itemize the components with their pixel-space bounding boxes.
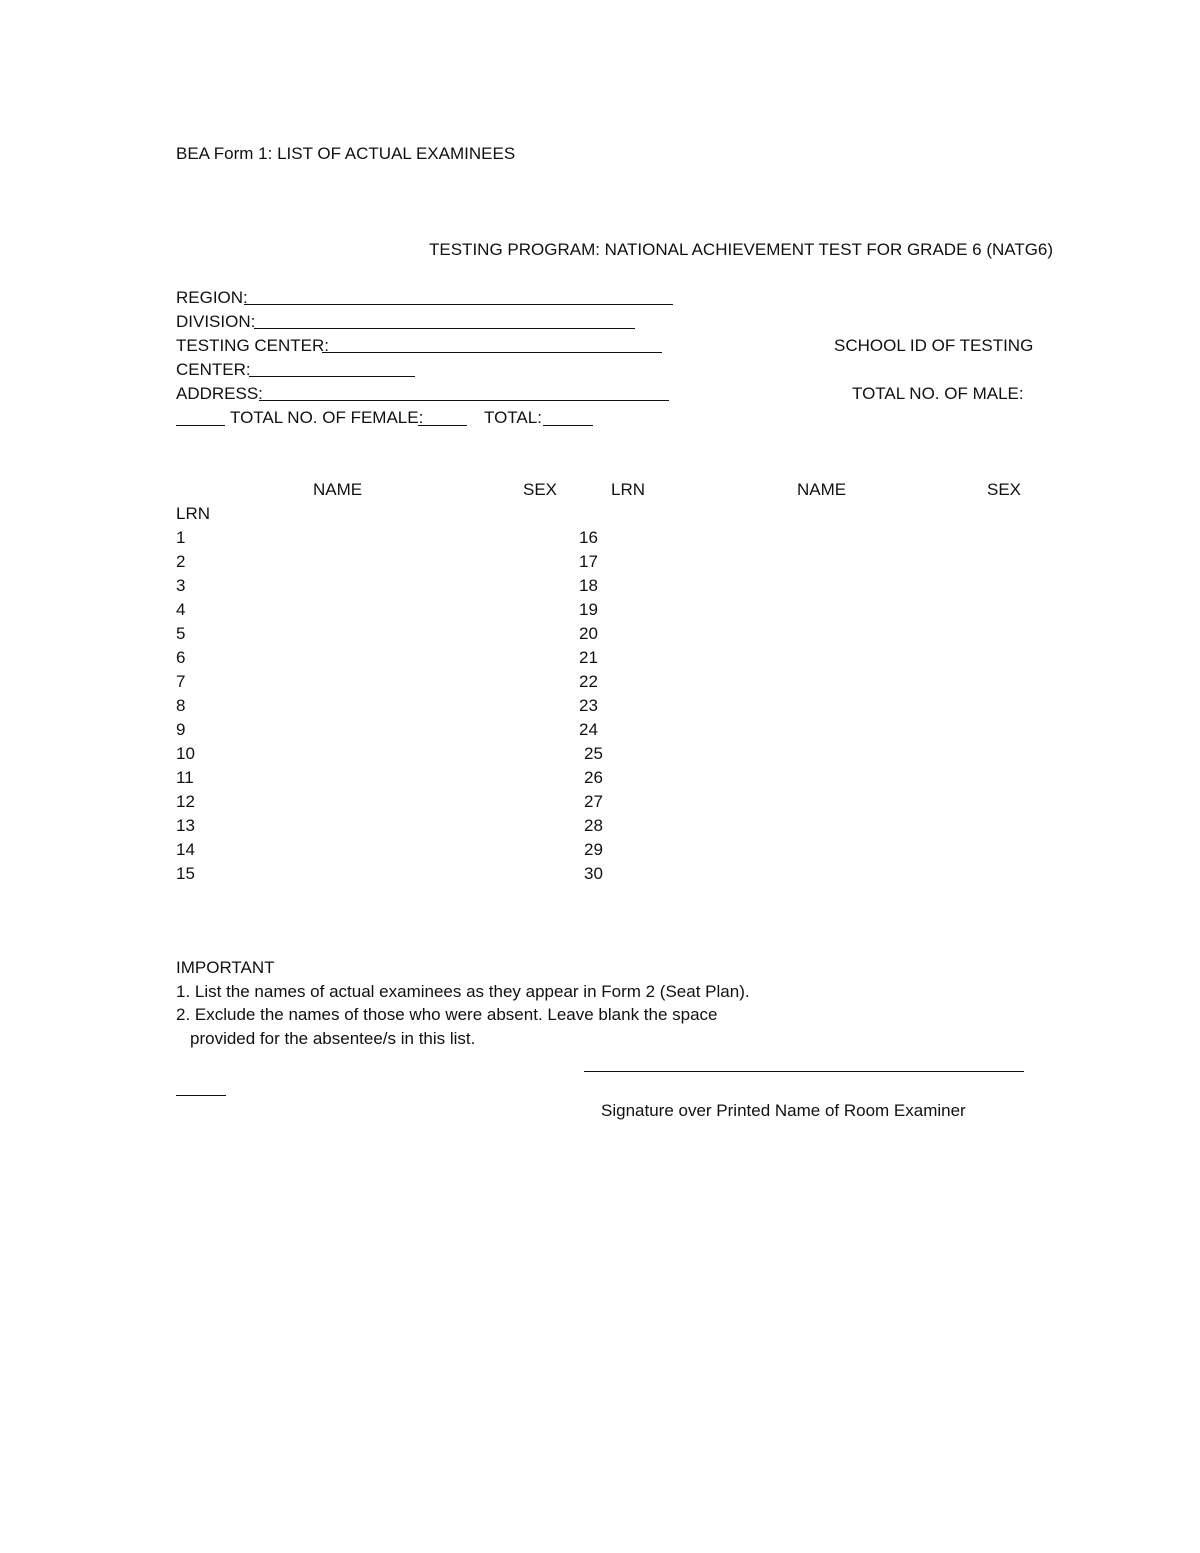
testing-program: TESTING PROGRAM: NATIONAL ACHIEVEMENT TEST FOR GRADE 6 (NATG6)	[429, 240, 1054, 259]
region-input-line[interactable]	[244, 304, 673, 305]
right-name-header: NAME	[797, 480, 847, 499]
total-female-input-line[interactable]	[418, 425, 467, 426]
left-name-header: NAME	[313, 480, 363, 499]
testing-center-input-line[interactable]	[322, 352, 662, 353]
left-row-number: 7	[176, 672, 186, 691]
right-row-number: 20	[579, 624, 598, 643]
right-row-number: 23	[579, 696, 598, 715]
center-input-line[interactable]	[249, 376, 415, 377]
right-row-number: 25	[584, 744, 603, 763]
right-row-number: 26	[584, 768, 603, 787]
address-input-line[interactable]	[259, 400, 669, 401]
left-row-number: 9	[176, 720, 186, 739]
left-row-number: 13	[176, 816, 195, 835]
school-id-label: SCHOOL ID OF TESTING	[834, 336, 1034, 355]
right-lrn-header: LRN	[611, 480, 646, 499]
important-item-2: 2. Exclude the names of those who were absent. Leave blank the space	[176, 1005, 718, 1024]
left-row-number: 5	[176, 624, 186, 643]
signature-line[interactable]	[584, 1071, 1024, 1072]
total-label: TOTAL:	[484, 408, 542, 427]
important-heading: IMPORTANT	[176, 958, 275, 977]
left-sex-header: SEX	[523, 480, 558, 499]
right-row-number: 19	[579, 600, 598, 619]
left-row-number: 15	[176, 864, 195, 883]
left-row-number: 11	[176, 768, 194, 787]
left-row-number: 2	[176, 552, 186, 571]
right-row-number: 29	[584, 840, 603, 859]
right-row-number: 21	[579, 648, 598, 667]
testing-center-label: TESTING CENTER:	[176, 336, 330, 355]
region-label: REGION:	[176, 288, 248, 307]
total-input-line[interactable]	[543, 425, 593, 426]
left-row-number: 6	[176, 648, 186, 667]
total-male-input-line[interactable]	[176, 425, 225, 426]
important-item-2-cont: provided for the absentee/s in this list.	[190, 1029, 476, 1048]
address-label: ADDRESS:	[176, 384, 263, 403]
right-row-number: 17	[579, 552, 598, 571]
left-row-number: 3	[176, 576, 186, 595]
center-label: CENTER:	[176, 360, 251, 379]
left-row-number: 1	[176, 528, 186, 547]
division-input-line[interactable]	[254, 328, 635, 329]
date-line[interactable]	[176, 1095, 226, 1096]
right-row-number: 30	[584, 864, 603, 883]
right-row-number: 16	[579, 528, 598, 547]
right-row-number: 27	[584, 792, 603, 811]
left-row-number: 4	[176, 600, 186, 619]
important-item-1: 1. List the names of actual examinees as they appear in Form 2 (Seat Plan).	[176, 982, 750, 1001]
signature-label: Signature over Printed Name of Room Examiner	[601, 1101, 966, 1120]
left-row-number: 12	[176, 792, 195, 811]
form-title: BEA Form 1: LIST OF ACTUAL EXAMINEES	[176, 144, 516, 163]
division-label: DIVISION:	[176, 312, 256, 331]
left-row-number: 14	[176, 840, 195, 859]
left-row-number: 10	[176, 744, 195, 763]
right-row-number: 28	[584, 816, 603, 835]
left-lrn-header: LRN	[176, 504, 211, 523]
right-row-number: 18	[579, 576, 598, 595]
total-male-label: TOTAL NO. OF MALE:	[852, 384, 1024, 403]
right-row-number: 22	[579, 672, 598, 691]
left-row-number: 8	[176, 696, 186, 715]
total-female-label: TOTAL NO. OF FEMALE:	[230, 408, 424, 427]
right-sex-header: SEX	[987, 480, 1022, 499]
right-row-number: 24	[579, 720, 598, 739]
